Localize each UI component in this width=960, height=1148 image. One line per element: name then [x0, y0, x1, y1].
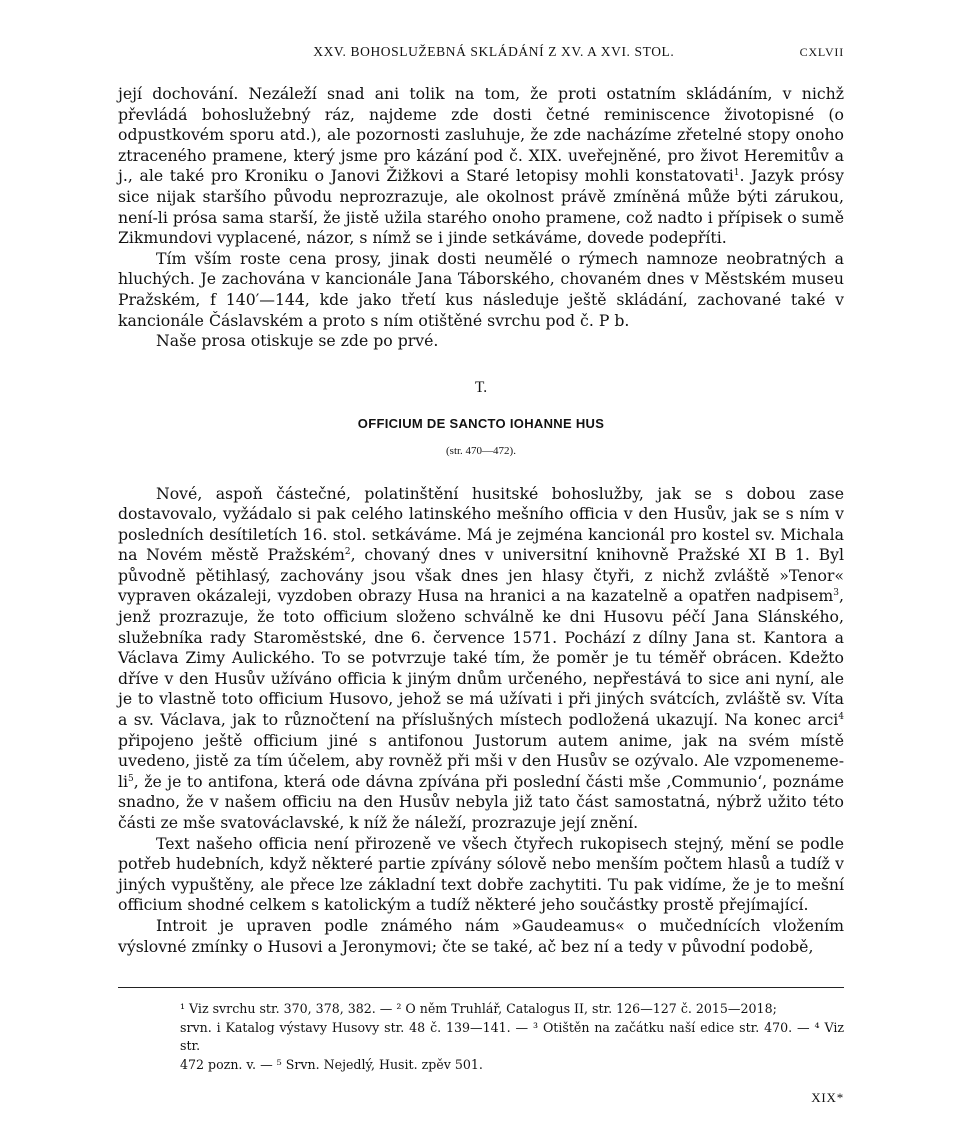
- paragraph: Text našeho officia není přirozeně ve všech čtyřech rukopisech stejný, mění se podle potřeb hudebních, když některé partie zpívány sólově nebo menším počtem hlasů a tudíž v jiných vypuštěny, ale přece lze základní text dobře zachytiti. Tu pak vidíme, že je to mešní officium shodné celkem s katolickým a tudíž některé jeho součástky prostě přejímající.: [118, 833, 844, 915]
- page-number: CXLVII: [799, 45, 844, 59]
- signature-mark: XIX*: [811, 1090, 844, 1106]
- footnote-ref: 2: [344, 547, 351, 558]
- paragraph: Introit je upraven podle známého nám »Gaudeamus« o mučednících vložením výslovné zmínky o Husovi a Jeronymovi; čte se také, ač bez ní a tedy v původní podobě,: [118, 915, 844, 956]
- paragraph-text: připojeno ještě officium jiné s antifonou Justorum autem anime, jak na svém místě uvedeno, jistě za tím účelem, aby rovněž při mši v den Husův se ozývalo. Ale vzpomeneme-li: [118, 730, 844, 791]
- section-title: OFFICIUM DE SANCTO IOHANNE HUS: [357, 416, 605, 432]
- running-header: [118, 44, 844, 64]
- footnote-line: 472 pozn. v. — ⁵ Srvn. Nejedlý, Husit. zpěv 501.: [180, 1056, 483, 1072]
- main-text: [118, 84, 844, 957]
- section-letter: T.: [474, 378, 488, 396]
- paragraph-text: Nové, aspoň částečné, polatinštění husitské bohoslužby, jak se s dobou zase dostavovalo, vyžádalo si pak celého latinského mešního officia v den Husův, jak se s ním v posledních desítiletích 16. stol. setkáváme. Má je zejména kancionál pro kostel sv. Michala na Novém městě Pražském: [118, 483, 844, 565]
- paragraph-text: její dochování. Nezáleží snad ani tolik na tom, že proti ostatním skládáním, v nichž převládá bohoslužebný ráz, najdeme zde dosti četné reminiscence životopisné (o odpustkovém sporu atd.), ale pozornosti zasluhuje, že zde nacházíme zřetelné stopy onoho ztraceného pramene, který jsme pro kázání pod č. XIX. uveřejněné, pro život Heremitův a j., ale také pro Kroniku o Janovi Žižkovi a Staré letopisy mohli konstatovati: [118, 84, 844, 186]
- running-title: XXV. BOHOSLUŽEBNÁ SKLÁDÁNÍ Z XV. A XVI. STOL.: [313, 44, 675, 59]
- paragraph: Tím vším roste cena prosy, jinak dosti neumělé o rýmech namnoze neobratných a hluchých. Je zachována v kancionále Jana Táborského, chovaném dnes v Městském museu Pražském, f 140′—144, kde jako třetí kus následuje ještě skládání, zachované také v kancionále Čáslavském a proto s ním otištěné svrchu pod č. P b.: [118, 248, 844, 330]
- page: [118, 44, 845, 1106]
- paragraph-text: . Jazyk prósy sice nijak staršího původu neprozrazuje, ale okolnost právě zmíněná může býti zárukou, není-li prósa sama starší, že jistě užila starého onoho pramene, což nadto i přípisek o sumě Zikmundovi vyplacené, názor, s nímž se i jinde setkáváme, dovede podepříti.: [118, 166, 845, 248]
- footnote-ref: 3: [833, 588, 839, 599]
- footnote-ref: 1: [733, 168, 740, 179]
- paragraph: [118, 84, 844, 249]
- footnote-ref: 4: [838, 711, 844, 722]
- footnote-ref: 5: [128, 773, 134, 784]
- footnotes: [118, 1000, 844, 1074]
- paragraph: [118, 484, 844, 834]
- footnote-line: srvn. i Katalog výstavy Husovy str. 48 č. 139—141. — ³ Otištěn na začátku naší edice str. 470. — ⁴ Viz str.: [180, 1019, 844, 1054]
- paragraph-text: , chovaný dnes v universitní knihovně Pražské XI B 1. Byl původně pětihlasý, zachovány jsou však dnes jen hlasy čtyři, z nichž zvláště »Tenor« vypraven okázaleji, vyzdoben obrazy Husa na hranici a na kazatelně a opatřen nadpisem: [118, 545, 845, 606]
- paragraph-text: , že je to antifona, která ode dávna zpívána při poslední části mše ‚Communio‘, poznáme snadno, že v našem officiu na den Husův nebyla již tato část samostatná, nýbrž užito této části ze mše svatováclavské, k níž že náleží, prozrazuje její znění.: [118, 771, 844, 832]
- footnote-divider: [118, 987, 844, 988]
- paragraph-text: , jenž prozrazuje, že toto officium složeno schválně ke dni Husovu péčí Jana Slánského, služebníka rady Staroměstské, dne 6. července 1571. Pochází z dílny Jana st. Kantora a Václava Zimy Aulického. To se potvrzuje také tím, že poměr je tu téměř obrácen. Kdežto dříve v den Husův užíváno officia k jiným dnům určeného, nepřestává to sice ani nyní, ale je to vlastně toto officium Husovo, jehož se má užívati i při jiných svátcích, zvláště sv. Víta a sv. Václava, jak to různočtení na příslušných místech podložená ukazují. Na konec arci: [118, 586, 844, 730]
- section-subtitle: (str. 470—472).: [446, 444, 516, 457]
- paragraph: Naše prosa otiskuje se zde po prvé.: [156, 331, 439, 351]
- footnote-line: ¹ Viz svrchu str. 370, 378, 382. — ² O něm Truhlář, Catalogus II, str. 126—127 č. 2015—2018;: [180, 1001, 777, 1017]
